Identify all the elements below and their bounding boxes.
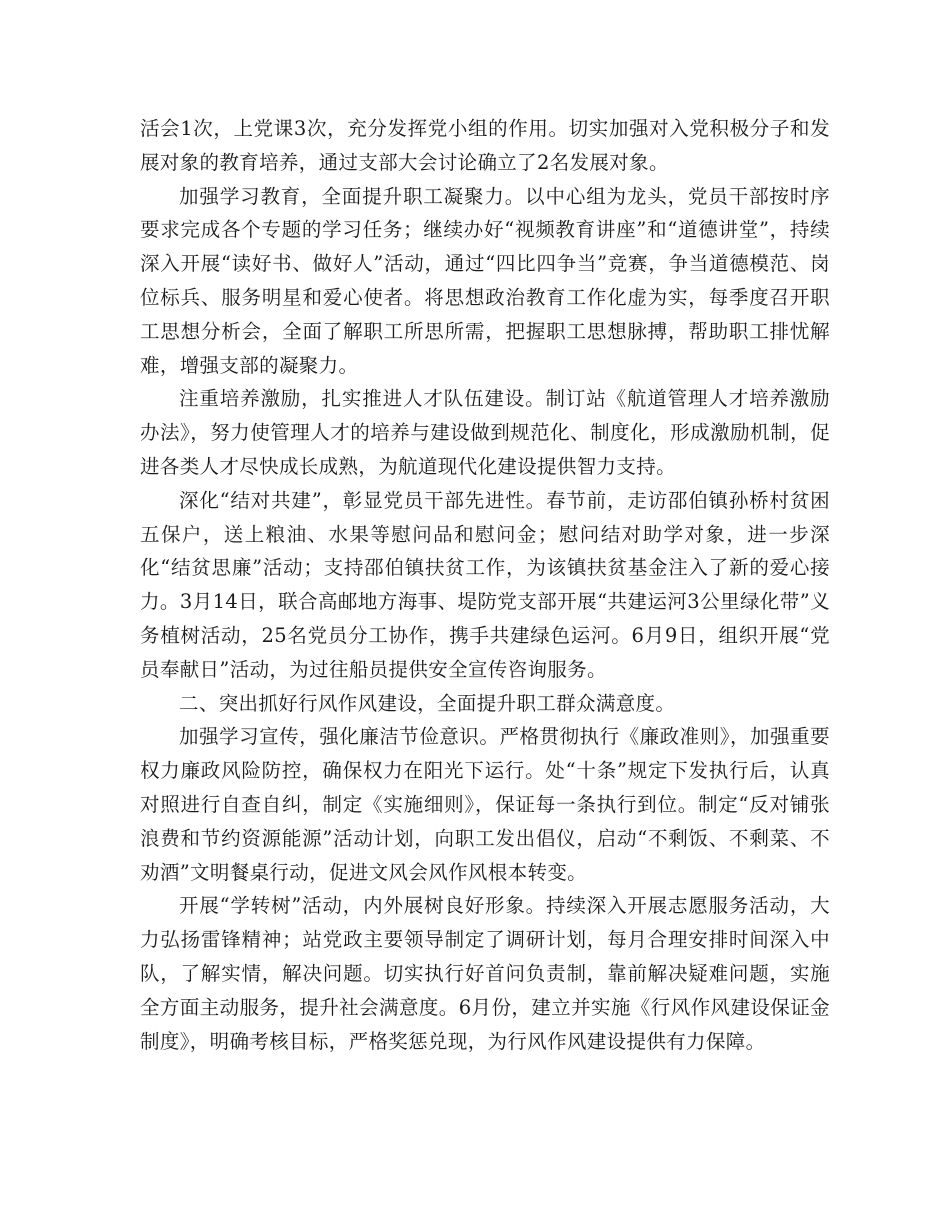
paragraph-pairing-coconstruction: 深化“结对共建”，彰显党员干部先进性。春节前，走访邵伯镇孙桥村贫困五保户，送上粮油、水果等慰问品和慰问金；慰问结对助学对象，进一步深化“结贫思廉”活动；支持邵伯镇扶贫工作，为该镇扶贫基金注入了新的爱心接力。3月14日，联合高邮地方海事、堤防党支部开展“共建运河3公里绿化带”义务植树活动，25名党员分工协作，携手共建绿色运河。6月9日，组织开展“党员奉献日”活动，为过往船员提供安全宣传咨询服务。 (140, 488, 830, 681)
document-body (140, 112, 830, 1058)
paragraph-study-education: 加强学习教育，全面提升职工凝聚力。以中心组为龙头，党员干部按时序要求完成各个专题的学习任务；继续办好“视频教育讲座”和“道德讲堂”，持续深入开展“读好书、做好人”活动，通过“四比四争当”竞赛，争当道德模范、岗位标兵、服务明星和爱心使者。将思想政治教育工作化虚为实，每季度召开职工思想分析会，全面了解职工所思所需，把握职工思想脉搏，帮助职工排忧解难，增强支部的凝聚力。 (140, 184, 830, 377)
paragraph-party-group-activities: 活会1次，上党课3次，充分发挥党小组的作用。切实加强对入党积极分子和发展对象的教育培养，通过支部大会讨论确立了2名发展对象。 (140, 117, 830, 174)
section-heading-conduct-building: 二、突出抓好行风作风建设，全面提升职工群众满意度。 (179, 691, 676, 715)
paragraph-xue-zhuan-shu-activity: 开展“学转树”活动，内外展树良好形象。持续深入开展志愿服务活动，大力弘扬雷锋精神；站党政主要领导制定了调研计划，每月合理安排时间深入中队，了解实情，解决问题。切实执行好首问负责制，靠前解决疑难问题，实施全方面主动服务，提升社会满意度。6月份，建立并实施《行风作风建设保证金制度》，明确考核目标，严格奖惩兑现，为行风作风建设提供有力保障。 (140, 894, 830, 1053)
paragraph-talent-incentive: 注重培养激励，扎实推进人才队伍建设。制订站《航道管理人才培养激励办法》，努力使管理人才的培养与建设做到规范化、制度化，形成激励机制，促进各类人才尽快成长成熟，为航道现代化建设提供智力支持。 (140, 387, 830, 478)
paragraph-integrity-frugality: 加强学习宣传，强化廉洁节俭意识。严格贯彻执行《廉政准则》，加强重要权力廉政风险防控，确保权力在阳光下运行。处“十条”规定下发执行后，认真对照进行自查自纠，制定《实施细则》，保证每一条执行到位。制定“反对铺张浪费和节约资源能源”活动计划，向职工发出倡仪，启动“不剩饭、不剩菜、不劝酒”文明餐桌行动，促进文风会风作风根本转变。 (140, 725, 830, 884)
